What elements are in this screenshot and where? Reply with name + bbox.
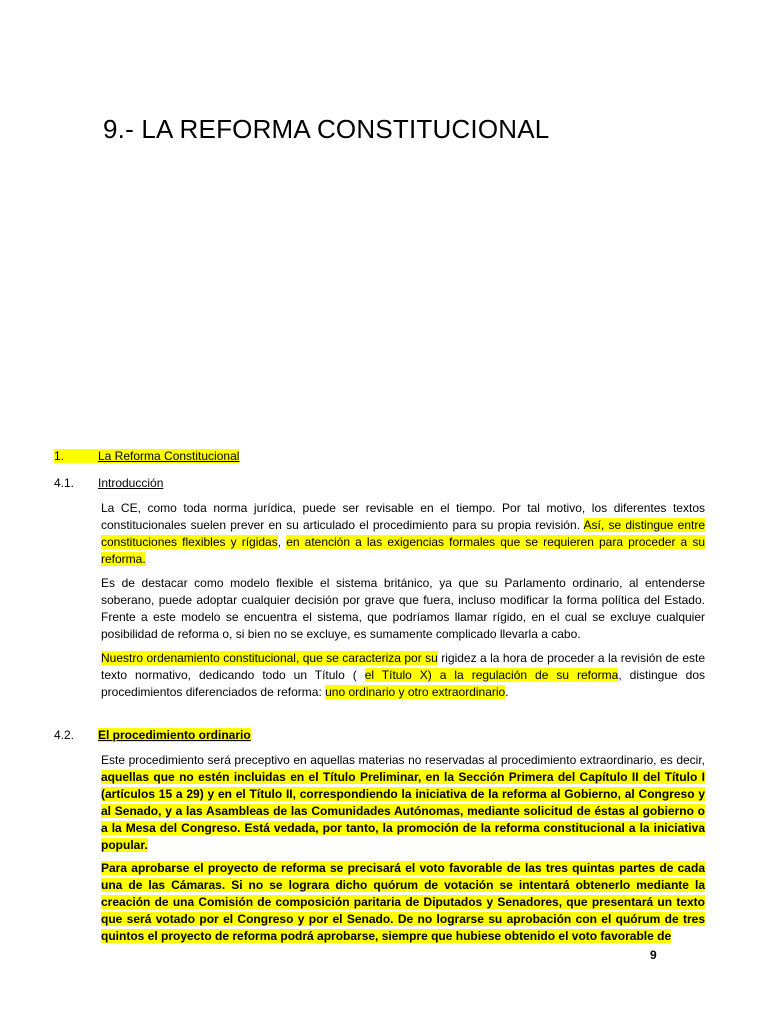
section-label: Introducción	[98, 476, 164, 490]
highlighted-text: Nuestro ordenamiento constitucional, que se caracteriza por su	[101, 651, 438, 665]
page-number: 9	[650, 948, 657, 962]
paragraph-our-system	[101, 650, 705, 701]
highlighted-text: Así, se distingue entre constituciones flexibles y rígidas	[101, 518, 705, 549]
section-number: 1.	[54, 449, 98, 463]
text-run: .	[505, 685, 509, 699]
section-heading-4-1	[54, 476, 163, 490]
page-title: 9.- LA REFORMA CONSTITUCIONAL	[103, 114, 550, 144]
section-label: El procedimiento ordinario	[98, 728, 251, 742]
paragraph-intro	[101, 500, 705, 568]
highlighted-text: en atención a las exigencias formales que se requieren para proceder a su reforma.	[101, 535, 706, 566]
paragraph-british-model	[101, 575, 705, 643]
section-heading-4-2	[54, 728, 251, 742]
highlighted-text: uno ordinario y otro extraordinario	[325, 685, 506, 699]
text-run: , distingue dos procedimientos diferenciados de reforma:	[101, 668, 705, 699]
text-run: Es de destacar como modelo flexible el sistema británico, ya que su Parlamento ordinario, al entenderse soberano, puede adoptar cualquier decisión por grave que fuera, incluso modificar la forma política del Estado. Frente a este modelo se encuentra el sistema, que podríamos llamar rígido, en el cual se excluye cualquier posibilidad de reforma o, si bien no se excluye, es sumamente complicado llevarla a cabo.	[101, 576, 705, 641]
highlighted-text: aquellas que no estén incluidas en el Título Preliminar, en la Sección Primera del Capítulo II del Título I (artículos 15 a 29) y en el Título II, correspondiendo la iniciativa de la reforma al Gobierno, al Congreso y al Senado, y a las Asambleas de las Comunidades Autónomas, mediante solicitud de éstas al gobierno o a la Mesa del Congreso. Está vedada, por tanto, la promoción de la reforma constitucional a la iniciativa popular.	[101, 770, 705, 852]
paragraph-approval	[101, 860, 705, 945]
highlighted-text: Para aprobarse el proyecto de reforma se precisará el voto favorable de las tres quintas partes de cada una de las Cámaras. Si no se lograra dicho quórum de votación se intentará obtenerlo mediante la creación de una Comisión de composición paritaria de Diputados y Senadores, que presentará un texto que será votado por el Congreso y por el Senado. De no lograrse su aprobación con el quórum de tres quintos el proyecto de reforma podrá aprobarse, siempre que hubiese obtenido el voto favorable de	[101, 861, 705, 943]
highlighted-text: el Título X) a la regulación de su reforma	[364, 668, 619, 682]
text-run: Este procedimiento será preceptivo en aquellas materias no reservadas al procedimiento extraordinario, es decir,	[101, 753, 705, 767]
section-label: La Reforma Constitucional	[98, 449, 240, 463]
section-number: 4.2.	[54, 728, 75, 742]
text-run: La CE, como toda norma jurídica, puede ser revisable en el tiempo. Por tal motivo, los diferentes textos constitucionales suelen prever en su articulado el procedimiento para su propia revisión.	[101, 501, 705, 532]
paragraph-ordinary-procedure	[101, 752, 705, 854]
section-number: 4.1.	[54, 476, 75, 490]
text-run: ,	[277, 535, 287, 549]
text-run: rigidez a la hora de proceder a la revisión de este texto normativo, dedicando todo un Título (	[101, 651, 705, 682]
section-heading-1	[54, 449, 239, 463]
